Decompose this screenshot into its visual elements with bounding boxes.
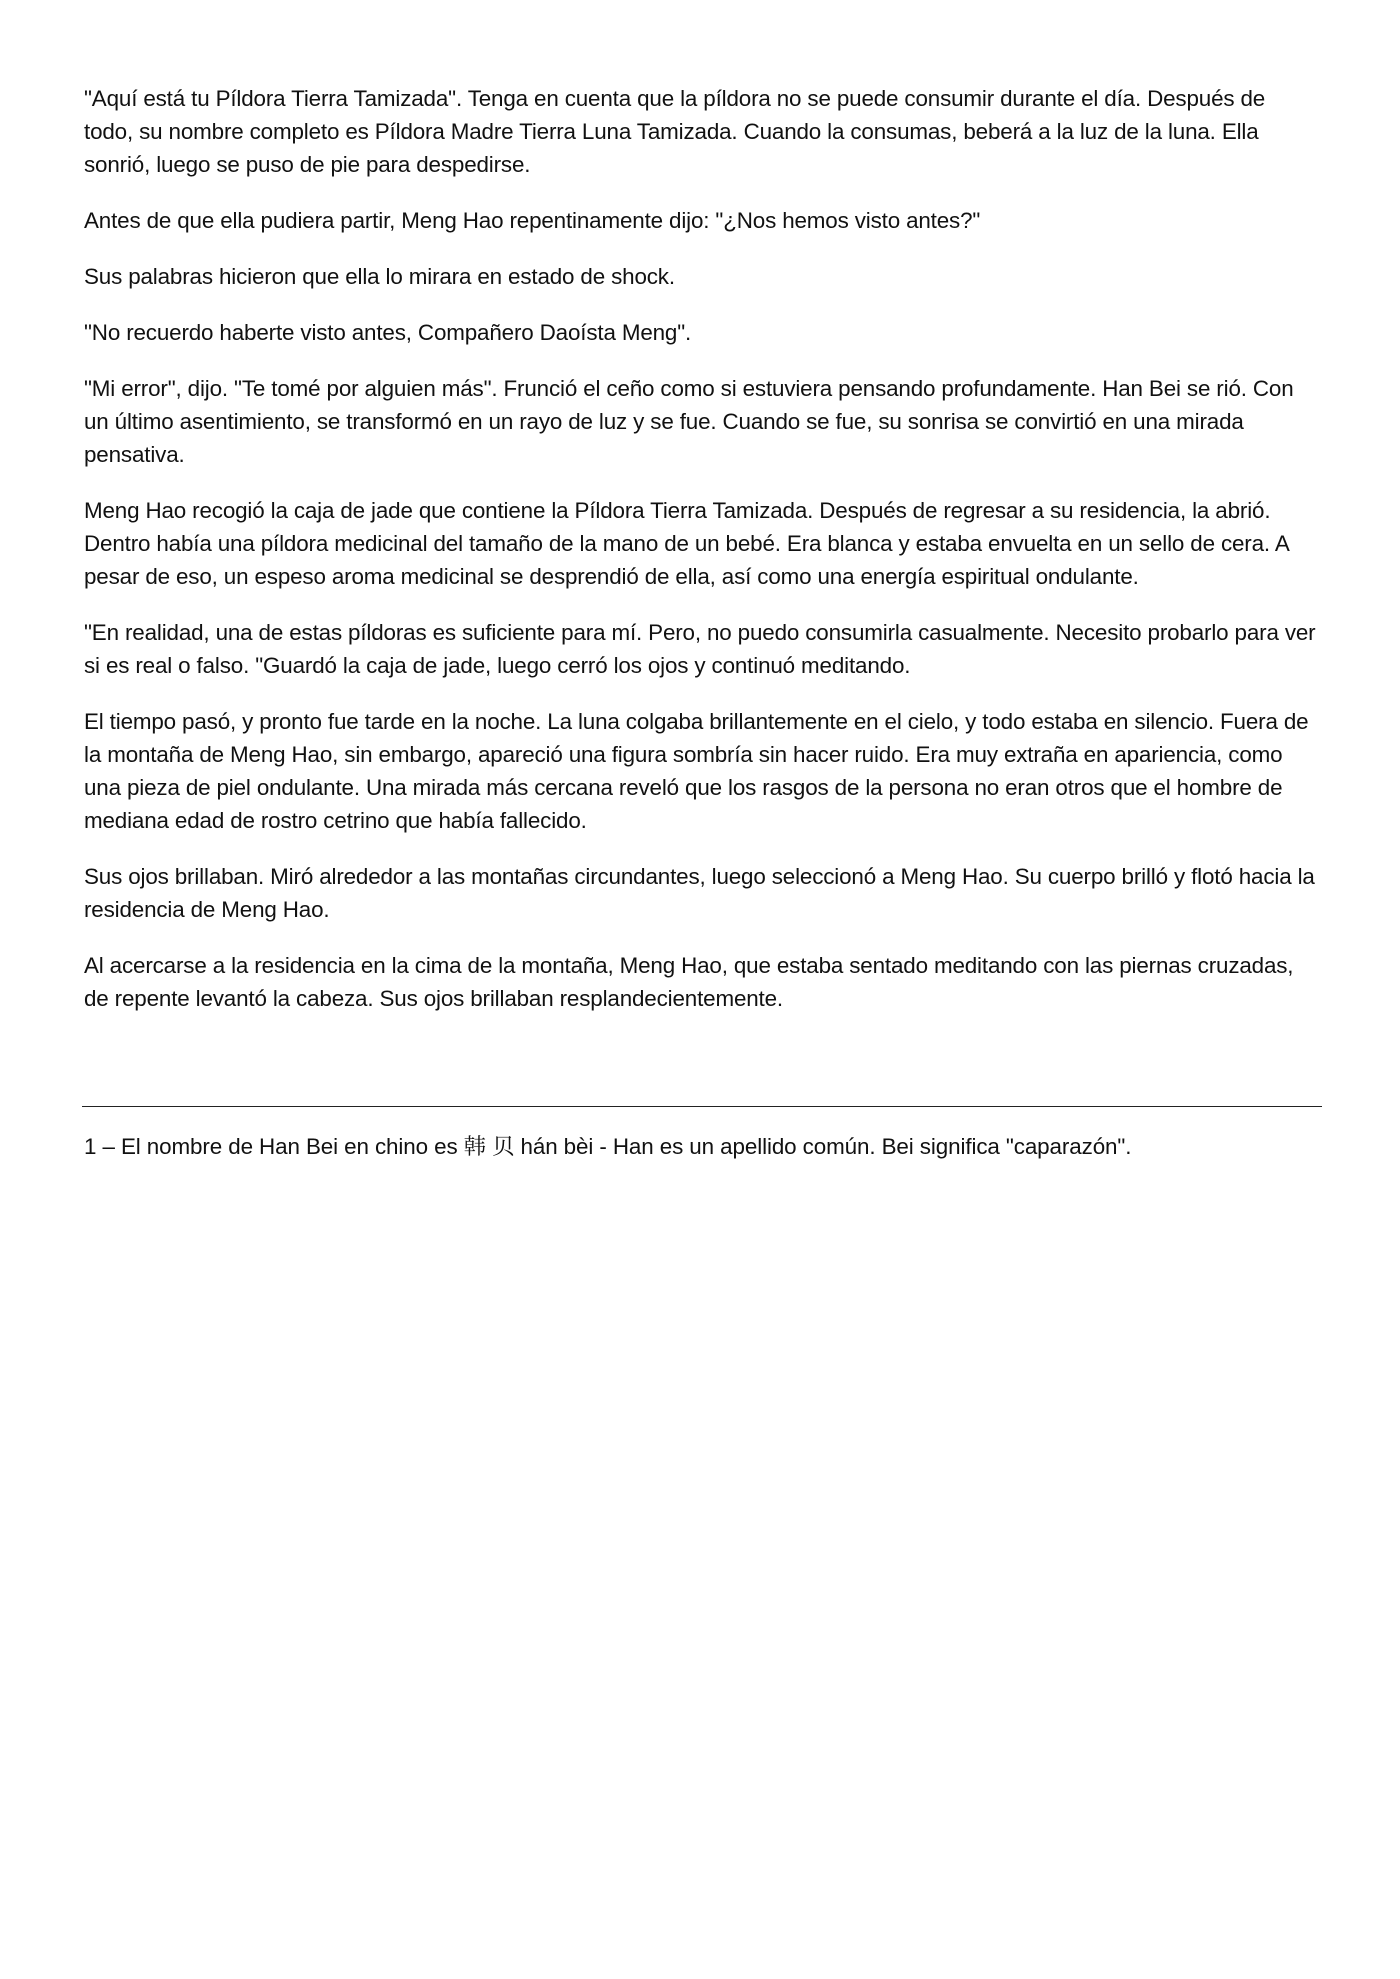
paragraph: Sus ojos brillaban. Miró alrededor a las montañas circundantes, luego seleccionó a Meng Hao. Su cuerpo brilló y flotó hacia la residencia de Meng Hao. <box>84 864 1315 922</box>
footnote-divider <box>82 1106 1322 1107</box>
paragraph: "Mi error", dijo. "Te tomé por alguien más". Frunció el ceño como si estuviera pensando profundamente. Han Bei se rió. Con un último asentimiento, se transformó en un rayo de luz y se fue. Cuando se fue, su sonrisa se convirtió en una mirada pensativa. <box>84 376 1294 467</box>
paragraph: "No recuerdo haberte visto antes, Compañero Daoísta Meng". <box>84 320 692 345</box>
paragraph: "Aquí está tu Píldora Tierra Tamizada". Tenga en cuenta que la píldora no se puede consumir durante el día. Después de todo, su nombre completo es Píldora Madre Tierra Luna Tamizada. Cuando la consumas, beberá a la luz de la luna. Ella sonrió, luego se puso de pie para despedirse. <box>84 86 1266 177</box>
paragraph: Al acercarse a la residencia en la cima de la montaña, Meng Hao, que estaba sentado meditando con las piernas cruzadas, de repente levantó la cabeza. Sus ojos brillaban resplandecientemente. <box>84 953 1294 1011</box>
paragraph: Meng Hao recogió la caja de jade que contiene la Píldora Tierra Tamizada. Después de regresar a su residencia, la abrió. Dentro había una píldora medicinal del tamaño de la mano de un bebé. Era blanca y estaba envuelta en un sello de cera. A pesar de eso, un espeso aroma medicinal se desprendió de ella, así como una energía espiritual ondulante. <box>84 498 1289 589</box>
paragraph: Antes de que ella pudiera partir, Meng Hao repentinamente dijo: "¿Nos hemos visto antes?" <box>84 208 981 233</box>
paragraph: Sus palabras hicieron que ella lo mirara en estado de shock. <box>84 264 675 289</box>
footnote: 1 – El nombre de Han Bei en chino es 韩 贝 hán bèi - Han es un apellido común. Bei significa "caparazón". <box>84 1134 1132 1159</box>
paragraph: "En realidad, una de estas píldoras es suficiente para mí. Pero, no puedo consumirla casualmente. Necesito probarlo para ver si es real o falso. "Guardó la caja de jade, luego cerró los ojos y continuó meditando. <box>84 620 1316 678</box>
body-text <box>84 82 1320 1038</box>
paragraph: El tiempo pasó, y pronto fue tarde en la noche. La luna colgaba brillantemente en el cielo, y todo estaba en silencio. Fuera de la montaña de Meng Hao, sin embargo, apareció una figura sombría sin hacer ruido. Era muy extraña en apariencia, como una pieza de piel ondulante. Una mirada más cercana reveló que los rasgos de la persona no eran otros que el hombre de mediana edad de rostro cetrino que había fallecido. <box>84 709 1309 833</box>
